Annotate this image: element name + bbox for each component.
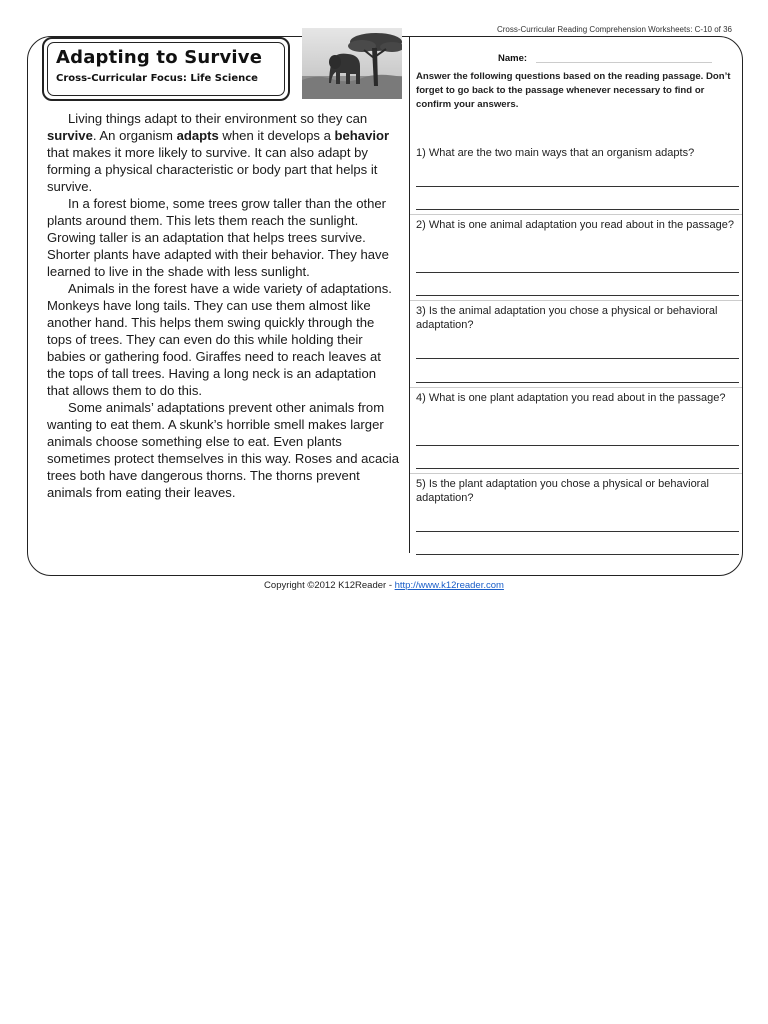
answer-line-5b[interactable]	[416, 554, 739, 555]
passage-paragraph-2: In a forest biome, some trees grow taller than the other plants around them. This lets them reach the sunlight. Growing taller is an adaptation that helps trees survive. Shorter plants have adapted with their behavior. They have learned to live in the shade with less sunlight.	[47, 196, 389, 279]
name-label: Name:	[498, 53, 528, 64]
column-divider	[409, 37, 410, 553]
passage-text: when it develops a	[218, 128, 335, 143]
question-separator	[410, 473, 742, 474]
question-separator	[410, 300, 742, 301]
passage-paragraph-4: Some animals’ adaptations prevent other animals from wanting to eat them. A skunk’s horrible smell makes larger animals choose something else to eat. Even plants sometimes protect themselves in this way. Roses and acacia trees both have dangerous thorns. The thorns prevent animals from eating their leaves.	[47, 400, 399, 500]
footer	[0, 580, 768, 591]
passage-text: that makes it more likely to survive. It can also adapt by forming a physical characteristic or body part that helps it survive.	[47, 145, 378, 194]
worksheet-title: Adapting to Survive	[56, 47, 263, 68]
answer-line-1b[interactable]	[416, 209, 739, 210]
copyright-text: Copyright ©2012 K12Reader -	[264, 580, 395, 591]
keyword-adapts: adapts	[176, 128, 219, 143]
answer-line-2b[interactable]	[416, 295, 739, 296]
elephant-photo	[302, 28, 402, 99]
answer-line-4a[interactable]	[416, 445, 739, 446]
answer-line-2a[interactable]	[416, 272, 739, 273]
reading-passage	[47, 110, 399, 501]
answer-line-3a[interactable]	[416, 358, 739, 359]
question-2: 2) What is one animal adaptation you read about in the passage?	[416, 219, 734, 231]
instructions: Answer the following questions based on the reading passage. Don’t forget to go back to the passage whenever necessary to find or confirm your answers.	[416, 71, 731, 110]
title-box	[42, 37, 290, 101]
keyword-behavior: behavior	[334, 128, 390, 143]
question-1: 1) What are the two main ways that an organism adapts?	[416, 147, 695, 159]
worksheet-meta: Cross-Curricular Reading Comprehension Worksheets: C-10 of 36	[496, 25, 732, 34]
k12reader-link[interactable]: http://www.k12reader.com	[394, 580, 504, 591]
passage-text: . An organism	[92, 128, 177, 143]
answer-line-1a[interactable]	[416, 186, 739, 187]
keyword-survive: survive	[47, 128, 93, 143]
passage-paragraph-1	[47, 110, 399, 195]
passage-paragraph-3: Animals in the forest have a wide variety of adaptations. Monkeys have long tails. They can use them almost like another hand. This helps them swing quickly through the tops of trees. They can even do this while holding their babies or gathering food. Giraffes need to reach leaves at the tops of tall trees. Having a long neck is an adaptation that allows them to do this.	[47, 281, 392, 398]
question-separator	[410, 214, 742, 215]
answer-line-4b[interactable]	[416, 468, 739, 469]
question-4: 4) What is one plant adaptation you read about in the passage?	[416, 392, 726, 404]
question-5: 5) Is the plant adaptation you chose a physical or behavioral adaptation?	[416, 478, 709, 504]
passage-text: Living things adapt to their environment so they can	[68, 111, 368, 126]
name-input-line[interactable]	[536, 62, 712, 63]
answer-line-5a[interactable]	[416, 531, 739, 532]
question-3: 3) Is the animal adaptation you chose a physical or behavioral adaptation?	[416, 305, 718, 331]
elephant-tree-icon	[302, 28, 402, 99]
question-separator	[410, 387, 742, 388]
answer-line-3b[interactable]	[416, 382, 739, 383]
cross-curricular-focus: Cross-Curricular Focus: Life Science	[56, 73, 258, 84]
